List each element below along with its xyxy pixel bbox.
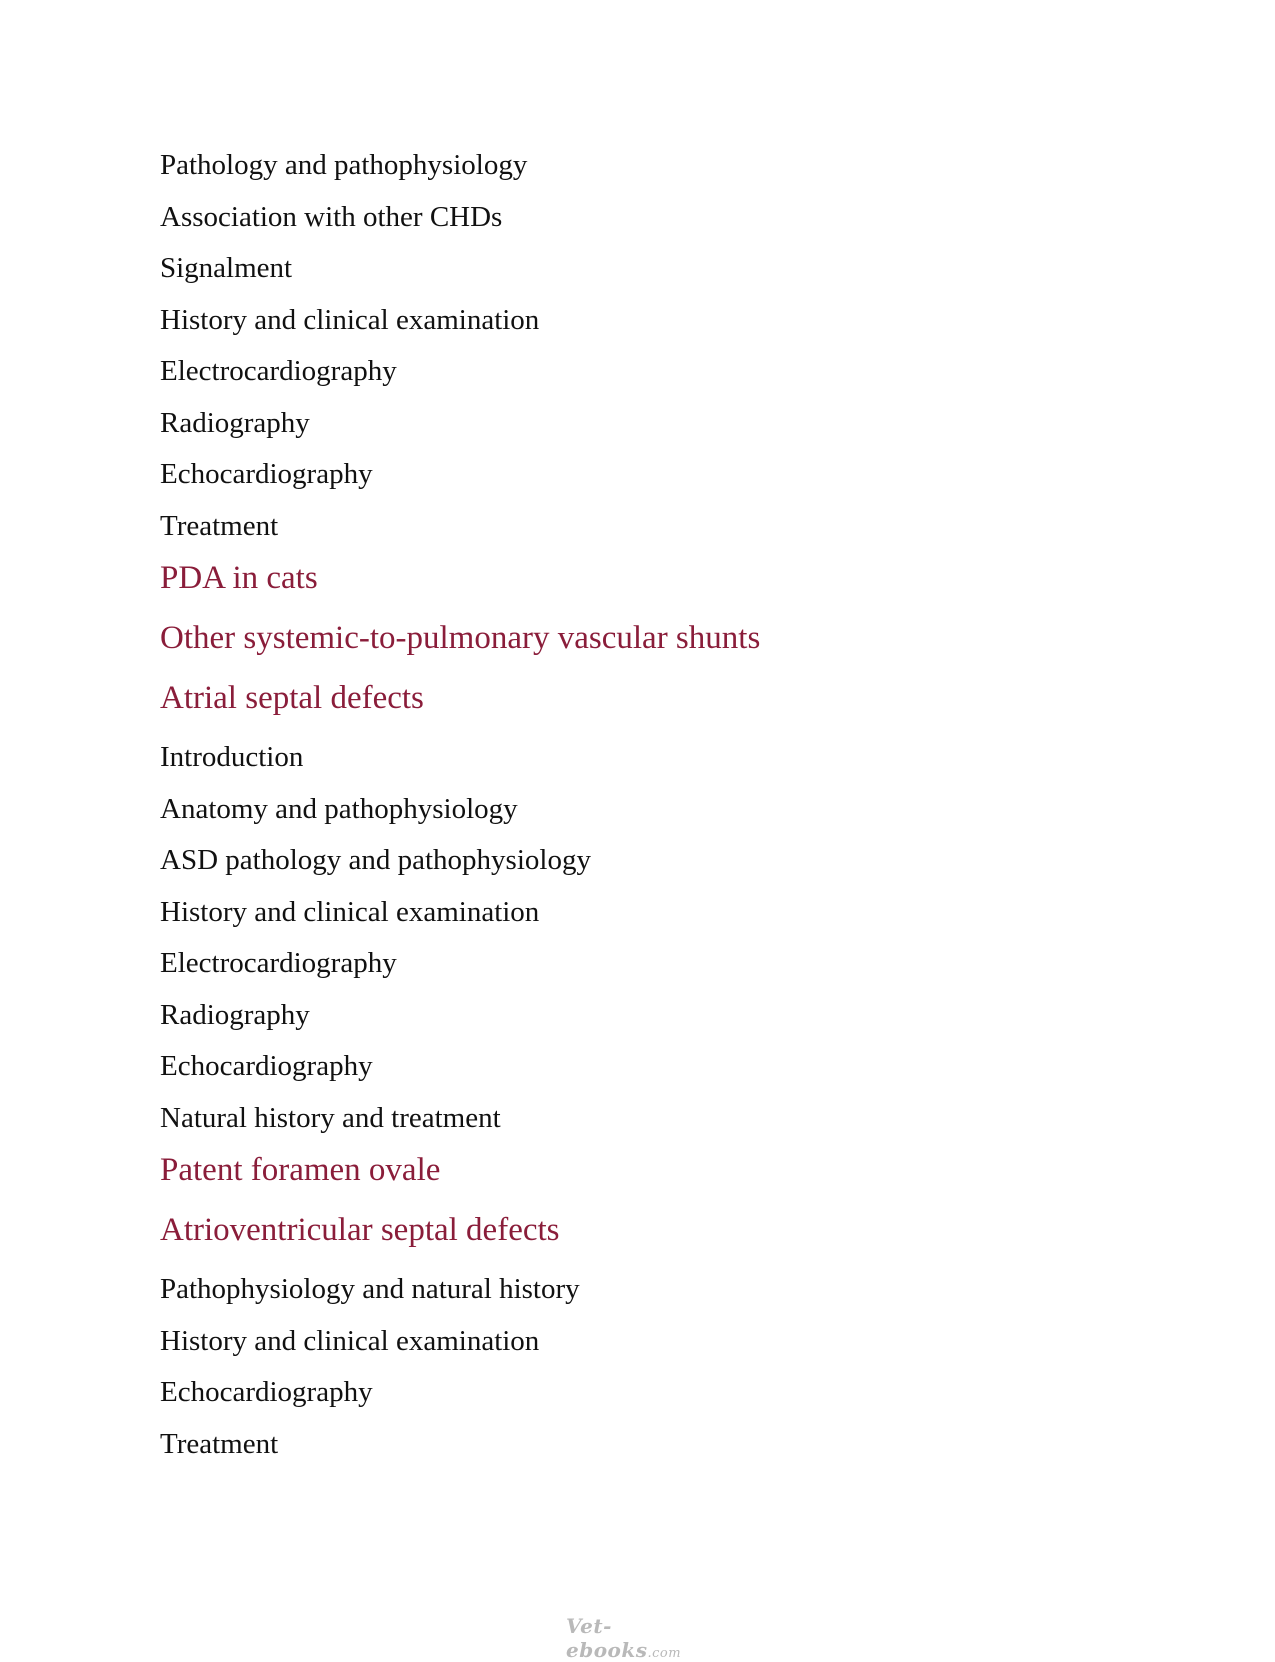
watermark-suffix: .com <box>647 1646 682 1661</box>
table-of-contents <box>160 144 1160 1474</box>
toc-section-heading[interactable]: Patent foramen ovale <box>160 1152 441 1188</box>
toc-section-heading[interactable]: PDA in cats <box>160 560 318 596</box>
toc-subsection-item[interactable]: Radiography <box>160 998 310 1031</box>
toc-subsection-item[interactable]: Treatment <box>160 509 279 542</box>
toc-subsection-item[interactable]: Radiography <box>160 406 310 439</box>
toc-subsection-item[interactable]: Echocardiography <box>160 458 373 490</box>
toc-subsection-item[interactable]: Electrocardiography <box>160 355 397 387</box>
toc-subsection-item[interactable]: Treatment <box>160 1427 279 1460</box>
toc-subsection-item[interactable]: Association with other CHDs <box>160 200 503 233</box>
toc-section-heading[interactable]: Other systemic-to-pulmonary vascular shunts <box>160 620 761 656</box>
toc-subsection-item[interactable]: Electrocardiography <box>160 947 397 979</box>
toc-subsection-item[interactable]: History and clinical examination <box>160 1324 540 1357</box>
toc-subsection-item[interactable]: Introduction <box>160 741 304 773</box>
toc-subsection-item[interactable]: History and clinical examination <box>160 303 540 336</box>
watermark-logo <box>566 1610 716 1662</box>
toc-subsection-item[interactable]: Signalment <box>160 252 293 284</box>
watermark-main: Vet-ebooks <box>566 1614 648 1662</box>
toc-subsection-item[interactable]: Echocardiography <box>160 1376 373 1408</box>
toc-section-heading[interactable]: Atrioventricular septal defects <box>160 1212 560 1248</box>
toc-subsection-item[interactable]: Pathophysiology and natural history <box>160 1273 580 1305</box>
toc-subsection-item[interactable]: Echocardiography <box>160 1050 373 1082</box>
toc-subsection-item[interactable]: ASD pathology and pathophysiology <box>160 844 591 876</box>
toc-subsection-item[interactable]: History and clinical examination <box>160 895 540 928</box>
toc-section-heading[interactable]: Atrial septal defects <box>160 680 424 716</box>
toc-subsection-item[interactable]: Natural history and treatment <box>160 1101 501 1134</box>
toc-subsection-item[interactable]: Anatomy and pathophysiology <box>160 792 518 825</box>
toc-subsection-item[interactable]: Pathology and pathophysiology <box>160 149 528 181</box>
